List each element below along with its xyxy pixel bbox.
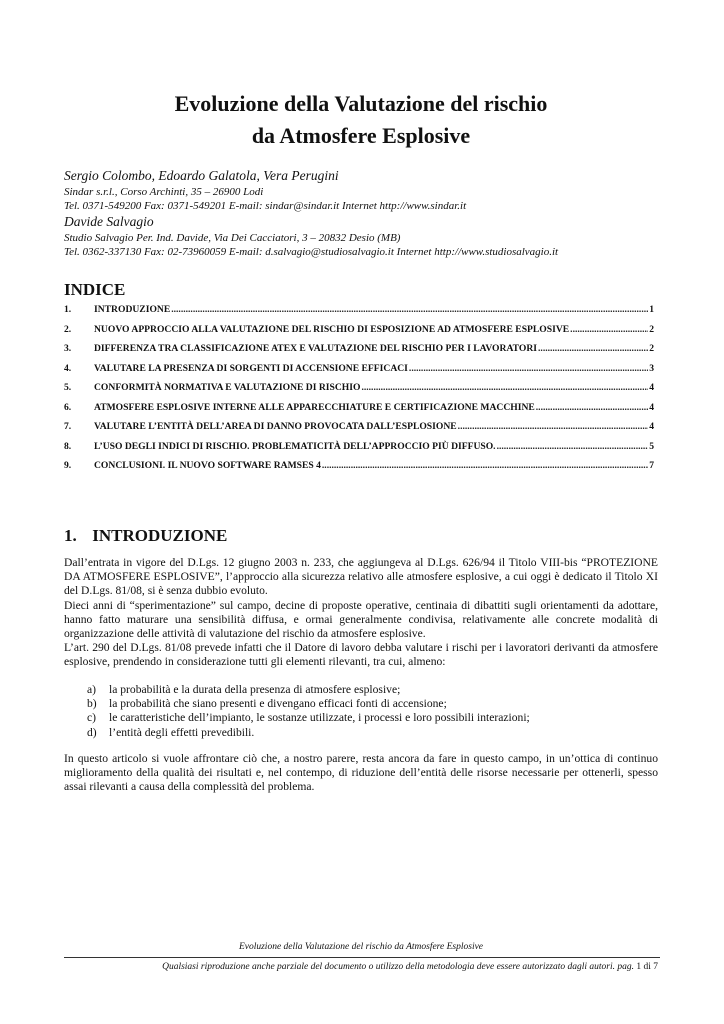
section-number: 1.: [64, 526, 77, 545]
toc-number: 9.: [64, 460, 72, 471]
list-item-label: b): [87, 697, 97, 711]
toc-page: 5: [649, 440, 654, 452]
toc-text: VALUTARE LA PRESENZA DI SORGENTI DI ACCENSIONE EFFICACI: [94, 362, 408, 374]
toc-leader: [458, 421, 649, 432]
criteria-list: [87, 683, 647, 740]
toc-entry[interactable]: [64, 343, 654, 363]
toc-entry[interactable]: [64, 304, 654, 324]
authors-block: [64, 167, 658, 259]
list-item-label: c): [87, 711, 97, 725]
body-paragraph: L’art. 290 del D.Lgs. 81/08 prevede infatti che il Datore di lavoro debba valutare i rischi per i lavoratori derivanti da atmosfere esplosive, prendendo in considerazione tutti gli elementi rilevanti, tra cui, almeno:: [64, 641, 658, 669]
section-title: INTRODUZIONE: [92, 526, 228, 545]
title-line-2: da Atmosfere Esplosive: [251, 123, 471, 148]
toc-number: 4.: [64, 362, 72, 374]
footer-page-label: pag.: [617, 962, 634, 972]
toc-entry[interactable]: [64, 441, 654, 461]
list-item-text: l’entità degli effetti prevedibili.: [109, 725, 255, 739]
toc-page: 3: [649, 362, 654, 374]
footer-note: [64, 962, 658, 972]
toc-page: 4: [649, 382, 654, 393]
toc-text: L’USO DEGLI INDICI DI RISCHIO. PROBLEMATICITÀ DELL’APPROCCIO PIÙ DIFFUSO.: [94, 440, 496, 452]
toc-entry[interactable]: [64, 324, 654, 344]
index-heading: INDICE: [64, 280, 126, 299]
toc-number: 2.: [64, 323, 72, 335]
toc-leader: [322, 460, 648, 471]
toc-entry[interactable]: [64, 363, 654, 383]
author-affiliation: Studio Salvagio Per. Ind. Davide, Via Dei Cacciatori, 3 – 20832 Desio (MB): [64, 232, 401, 244]
toc-entry[interactable]: [64, 382, 654, 402]
list-item-text: la probabilità che siano presenti e divengano efficaci fonti di accensione;: [109, 697, 447, 711]
footer-divider: [64, 957, 660, 958]
body-paragraph: Dall’entrata in vigore del D.Lgs. 12 giugno 2003 n. 233, che aggiungeva al D.Lgs. 626/94 il Titolo VIII-bis “PROTEZIONE DA ATMOSFERE ESPLOSIVE”, l’approccio alla sicurezza relativo alle atmosfere esplosive, a cui oggi è dedicato il Titolo XI del D.Lgs. 81/08, si è senza dubbio evoluto.: [64, 556, 658, 598]
toc-leader: [409, 363, 648, 374]
toc-number: 8.: [64, 440, 72, 452]
toc-number: 7.: [64, 421, 72, 432]
toc-leader: [570, 324, 648, 335]
toc-leader: [171, 304, 648, 315]
toc-page: 1: [649, 304, 654, 315]
toc-text: ATMOSFERE ESPLOSIVE INTERNE ALLE APPARECCHIATURE E CERTIFICAZIONE MACCHINE: [94, 401, 535, 413]
footer-title: Evoluzione della Valutazione del rischio da Atmosfere Esplosive: [238, 942, 484, 952]
toc-page: 2: [649, 343, 654, 354]
list-item: [87, 711, 647, 725]
toc-text: CONCLUSIONI. IL NUOVO SOFTWARE RAMSES 4: [94, 460, 321, 471]
list-item: [87, 683, 647, 697]
author-affiliation: Sindar s.r.l., Corso Archinti, 35 – 26900 Lodi: [64, 186, 264, 198]
document-page: [64, 0, 658, 1024]
list-item-label: d): [87, 725, 97, 739]
toc-leader: [497, 441, 649, 452]
toc-leader: [536, 402, 648, 413]
author-contacts: Tel. 0371-549200 Fax: 0371-549201 E-mail: sindar@sindar.it Internet http://www.sindar.it: [64, 200, 467, 212]
body-paragraph: Dieci anni di “sperimentazione” sul campo, decine di proposte operative, centinaia di dibattiti sugli orientamenti da adottare, hanno fatto maturare una sensibilità diffusa, e ormai generalmente condivisa, relativamente alle concrete modalità di organizzazione delle attività di valutazione del rischio da atmosfere esplosive.: [64, 598, 658, 641]
author-names: Sergio Colombo, Edoardo Galatola, Vera Perugini: [64, 168, 339, 183]
section-body: [64, 556, 658, 670]
footer-disclaimer: Qualsiasi riproduzione anche parziale del documento o utilizzo della metodologia deve essere autorizzato dagli autori.: [162, 962, 615, 972]
toc-text: VALUTARE L’ENTITÀ DELL’AREA DI DANNO PROVOCATA DALL’ESPLOSIONE: [94, 421, 457, 432]
list-item-text: le caratteristiche dell’impianto, le sostanze utilizzate, i processi e loro possibili interazioni;: [109, 711, 530, 725]
list-item: [87, 726, 647, 740]
toc-page: 4: [649, 421, 654, 432]
toc-leader: [361, 382, 648, 393]
toc-page: 4: [649, 401, 654, 413]
toc-entry[interactable]: [64, 460, 654, 480]
author-contacts: Tel. 0362-337130 Fax: 02-73960059 E-mail: d.salvagio@studiosalvagio.it Internet http://www.studiosalvagio.it: [64, 246, 559, 258]
list-item-text: la probabilità e la durata della presenza di atmosfere esplosive;: [109, 683, 401, 696]
document-title: [64, 88, 658, 152]
toc-number: 1.: [64, 304, 72, 315]
toc-number: 6.: [64, 401, 72, 413]
toc-text: INTRODUZIONE: [94, 304, 171, 315]
toc-text: CONFORMITÀ NORMATIVA E VALUTAZIONE DI RISCHIO: [94, 382, 361, 393]
toc-number: 5.: [64, 382, 72, 393]
toc-number: 3.: [64, 343, 72, 354]
toc-page: 7: [649, 460, 654, 471]
toc-leader: [538, 343, 648, 354]
toc-text: DIFFERENZA TRA CLASSIFICAZIONE ATEX E VALUTAZIONE DEL RISCHIO PER I LAVORATORI: [94, 343, 538, 354]
list-item: [87, 697, 647, 711]
toc-entry[interactable]: [64, 402, 654, 422]
section-heading: [64, 526, 227, 546]
list-item-label: a): [87, 683, 97, 696]
title-line-1: Evoluzione della Valutazione del rischio: [174, 91, 548, 116]
footer-page-number: 1 di 7: [636, 962, 658, 972]
toc-text: NUOVO APPROCCIO ALLA VALUTAZIONE DEL RISCHIO DI ESPOSIZIONE AD ATMOSFERE ESPLOSIVE: [94, 323, 570, 335]
author-names: Davide Salvagio: [64, 214, 154, 229]
toc-page: 2: [649, 323, 654, 335]
toc-entry[interactable]: [64, 421, 654, 441]
table-of-contents: [64, 304, 654, 480]
closing-paragraph: In questo articolo si vuole affrontare ciò che, a nostro parere, resta ancora da fare in questo campo, in un’ottica di continuo miglioramento della qualità dei risultati e, nel contempo, di riduzione dell’entità delle risorse necessarie per ottenerli, spesso assai rilevanti a causa della complessità del problema.: [64, 752, 658, 794]
